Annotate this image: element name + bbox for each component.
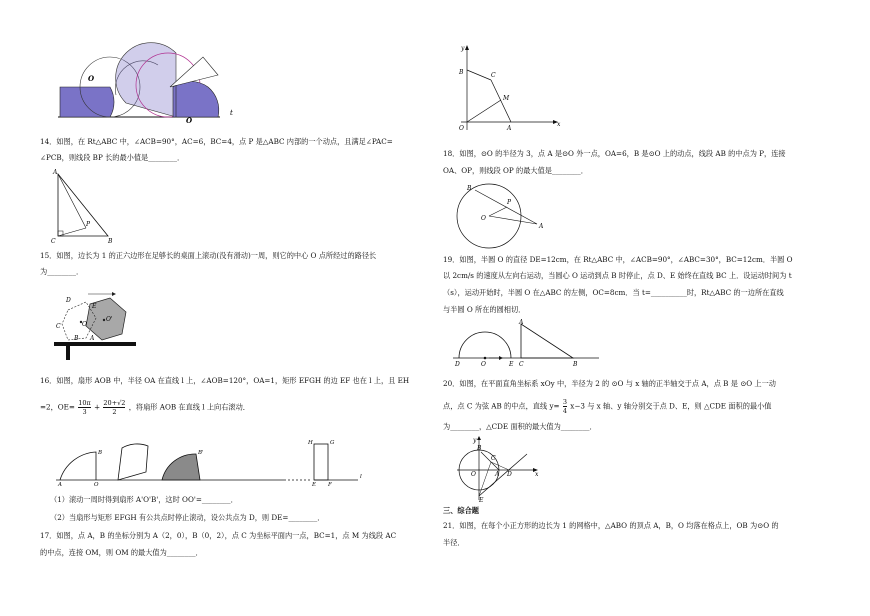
q19-label-c: C <box>519 361 524 368</box>
q16-frac1-num: 10π <box>78 399 91 407</box>
q19-label-b: B <box>573 361 578 368</box>
q19-line2: 以 2cm/s 的速度从左向右运动，当圆心 O 运动到点 B 时停止，点 D、E 始终在直线 BC 上．设运动时间为 t <box>443 271 792 280</box>
q19-line1: 19．如图，半圆 O 的直径 DE=12cm，在 Rt△ABC 中，∠ACB=90°，∠ABC=30°，BC=12cm．半圆 O <box>443 255 793 264</box>
q20-label-x: x <box>535 471 539 478</box>
q21-line1: 21．如图，在每个小正方形的边长为 1 的网格中，△ABO 的顶点 A，B，O 均落在格点上，OB 为⊙O 的 <box>443 521 779 530</box>
q16-label-f: F <box>328 482 332 488</box>
q15-label-c: C <box>56 323 61 330</box>
q18-label-b: B <box>467 185 472 192</box>
q16-label-o: O <box>94 482 99 488</box>
q17-label-y: y <box>461 45 465 52</box>
q15-line1: 15．如图，边长为 1 的正六边形在足够长的桌面上滚动(没有滑动)一周，则它的中心 O 点所经过的路径长 <box>40 251 377 260</box>
q20-line2a: 点，点 C 为弦 AB 的中点，直线 y= <box>443 401 560 411</box>
q14-line1: 14．如图，在 Rt△ABC 中，∠ACB=90°，AC=6，BC=4，点 P 是△ABC 内部的一个动点，且满足∠PAC= <box>40 137 393 146</box>
q15-label-o2: O' <box>106 316 113 323</box>
q20-frac-den: 4 <box>562 407 567 415</box>
top-fig-label-o2: O <box>186 116 193 125</box>
q16-frac2-num: 20+√2 <box>103 399 126 407</box>
q17-label-c: C <box>491 72 496 79</box>
q17-label-b: B <box>459 69 464 76</box>
q14-label-a: A <box>53 169 58 176</box>
q20-fraction <box>563 398 567 415</box>
q19-label-o: O <box>481 361 486 368</box>
q14-triangle-figure <box>48 168 118 244</box>
q20-label-d: D <box>507 471 512 478</box>
q16-sub2: （2）当扇形与矩形 EFGH 有公共点时停止滚动，设公共点为 D，则 DE=________． <box>50 513 325 522</box>
q20-coordinate-circle-figure <box>451 436 541 502</box>
q15-label-d: D <box>66 297 71 304</box>
q16-sub1: （1）滚动一周时得到扇形 A'O'B'，这时 OO'=________． <box>50 495 238 504</box>
q14-label-b: B <box>108 238 113 245</box>
q16-label-l: l <box>360 474 362 480</box>
q17-line2: 的中点，连接 OM，则 OM 的最大值为________． <box>40 548 203 557</box>
q19-line3: （s），运动开始时，半圆 O 在△ABC 的左侧，OC=8cm．当 t=__________时，Rt△ABC 的一边所在直线 <box>443 288 784 297</box>
left-column <box>40 0 440 616</box>
q17-label-x: x <box>557 121 561 128</box>
q14-label-c: C <box>51 238 56 245</box>
q16-fraction1 <box>78 399 91 416</box>
q17-label-a: A <box>507 125 512 132</box>
q19-line4: 与半圆 O 所在的圆相切． <box>443 305 526 314</box>
q20-label-e: E <box>479 497 484 504</box>
q19-label-d: D <box>455 361 460 368</box>
q16-line2a: =2，OE= <box>40 402 75 412</box>
q20-frac-num: 3 <box>562 398 567 406</box>
q19-label-e: E <box>509 361 514 368</box>
q20-line2b: x−3 与 x 轴、y 轴分别交于点 D、E，则 △CDE 面积的最小值 <box>570 401 772 411</box>
q17-line1: 17．如图，点 A，B 的坐标分别为 A（2，0），B（0，2），点 C 为坐标平面内一点，BC=1，点 M 为线段 AC <box>40 531 397 540</box>
q20-line3: 为________，△CDE 面积的最大值为________． <box>443 422 597 431</box>
q18-circle-figure <box>453 180 553 252</box>
q15-label-b: B <box>74 335 79 342</box>
q18-line2: OA、OP，则线段 OP 的最大值是________． <box>443 166 588 175</box>
q15-label-e: E <box>92 303 97 310</box>
q15-hexagon-figure <box>54 288 150 362</box>
q16-label-b2: B' <box>198 450 204 456</box>
q16-plus: + <box>94 402 101 412</box>
q20-label-o: O <box>471 471 476 478</box>
q16-label-e: E <box>312 482 317 488</box>
top-fig-label-o1: O <box>88 74 95 83</box>
q15-label-a: A <box>90 335 95 342</box>
q18-label-o: O <box>481 215 486 222</box>
q16-label-g: G <box>330 440 335 446</box>
q16-line1: 16．如图，扇形 AOB 中，半径 OA 在直线 l 上，∠AOB=120°，OA=1，矩形 EFGH 的边 EF 也在 l 上，且 EH <box>40 376 410 385</box>
q15-label-o: O <box>82 321 87 328</box>
q20-label-b: B <box>477 445 482 452</box>
q20-label-y: y <box>473 437 477 444</box>
q19-semicircle-triangle-figure <box>453 318 603 368</box>
q16-line2 <box>40 399 250 416</box>
rolling-semicircle-figure <box>58 45 258 125</box>
q16-label-h: H <box>308 440 313 446</box>
q16-sector-rolling-figure <box>56 432 366 486</box>
section-title-3: 三、综合题 <box>443 506 479 515</box>
right-column <box>443 0 843 616</box>
q17-label-o: O <box>459 125 464 132</box>
q16-fraction2 <box>103 399 125 416</box>
q21-line2: 半径． <box>443 538 465 547</box>
q20-label-a: A <box>495 471 500 478</box>
q18-line1: 18．如图，⊙O 的半径为 3，点 A 是⊙O 外一点，OA=6，B 是⊙O 上的动点，线段 AB 的中点为 P，连接 <box>443 149 786 158</box>
q18-label-a: A <box>539 223 544 230</box>
q16-frac2-den: 2 <box>112 408 117 416</box>
q20-line2 <box>443 398 771 415</box>
q16-label-a: A <box>58 482 62 488</box>
q18-label-p: P <box>507 199 512 206</box>
q14-label-p: P <box>86 221 91 228</box>
q16-frac1-den: 3 <box>82 408 87 416</box>
q17-coordinate-figure <box>455 44 565 134</box>
top-fig-label-t: t <box>230 109 233 117</box>
q16-line2b: ，将扇形 AOB 在直线 l 上向右滚动． <box>128 402 250 412</box>
q17-label-m: M <box>503 95 510 102</box>
q16-label-b: B <box>98 450 103 456</box>
q14-line2: ∠PCB，则线段 BP 长的最小值是________． <box>40 153 185 162</box>
q20-label-c: C <box>491 455 496 462</box>
q15-line2: 为________． <box>40 267 84 276</box>
q19-label-a: A <box>519 319 524 326</box>
q20-line1: 20．如图，在平面直角坐标系 xOy 中，半径为 2 的 ⊙O 与 x 轴的正半轴交于点 A，点 B 是 ⊙O 上一动 <box>443 379 776 388</box>
